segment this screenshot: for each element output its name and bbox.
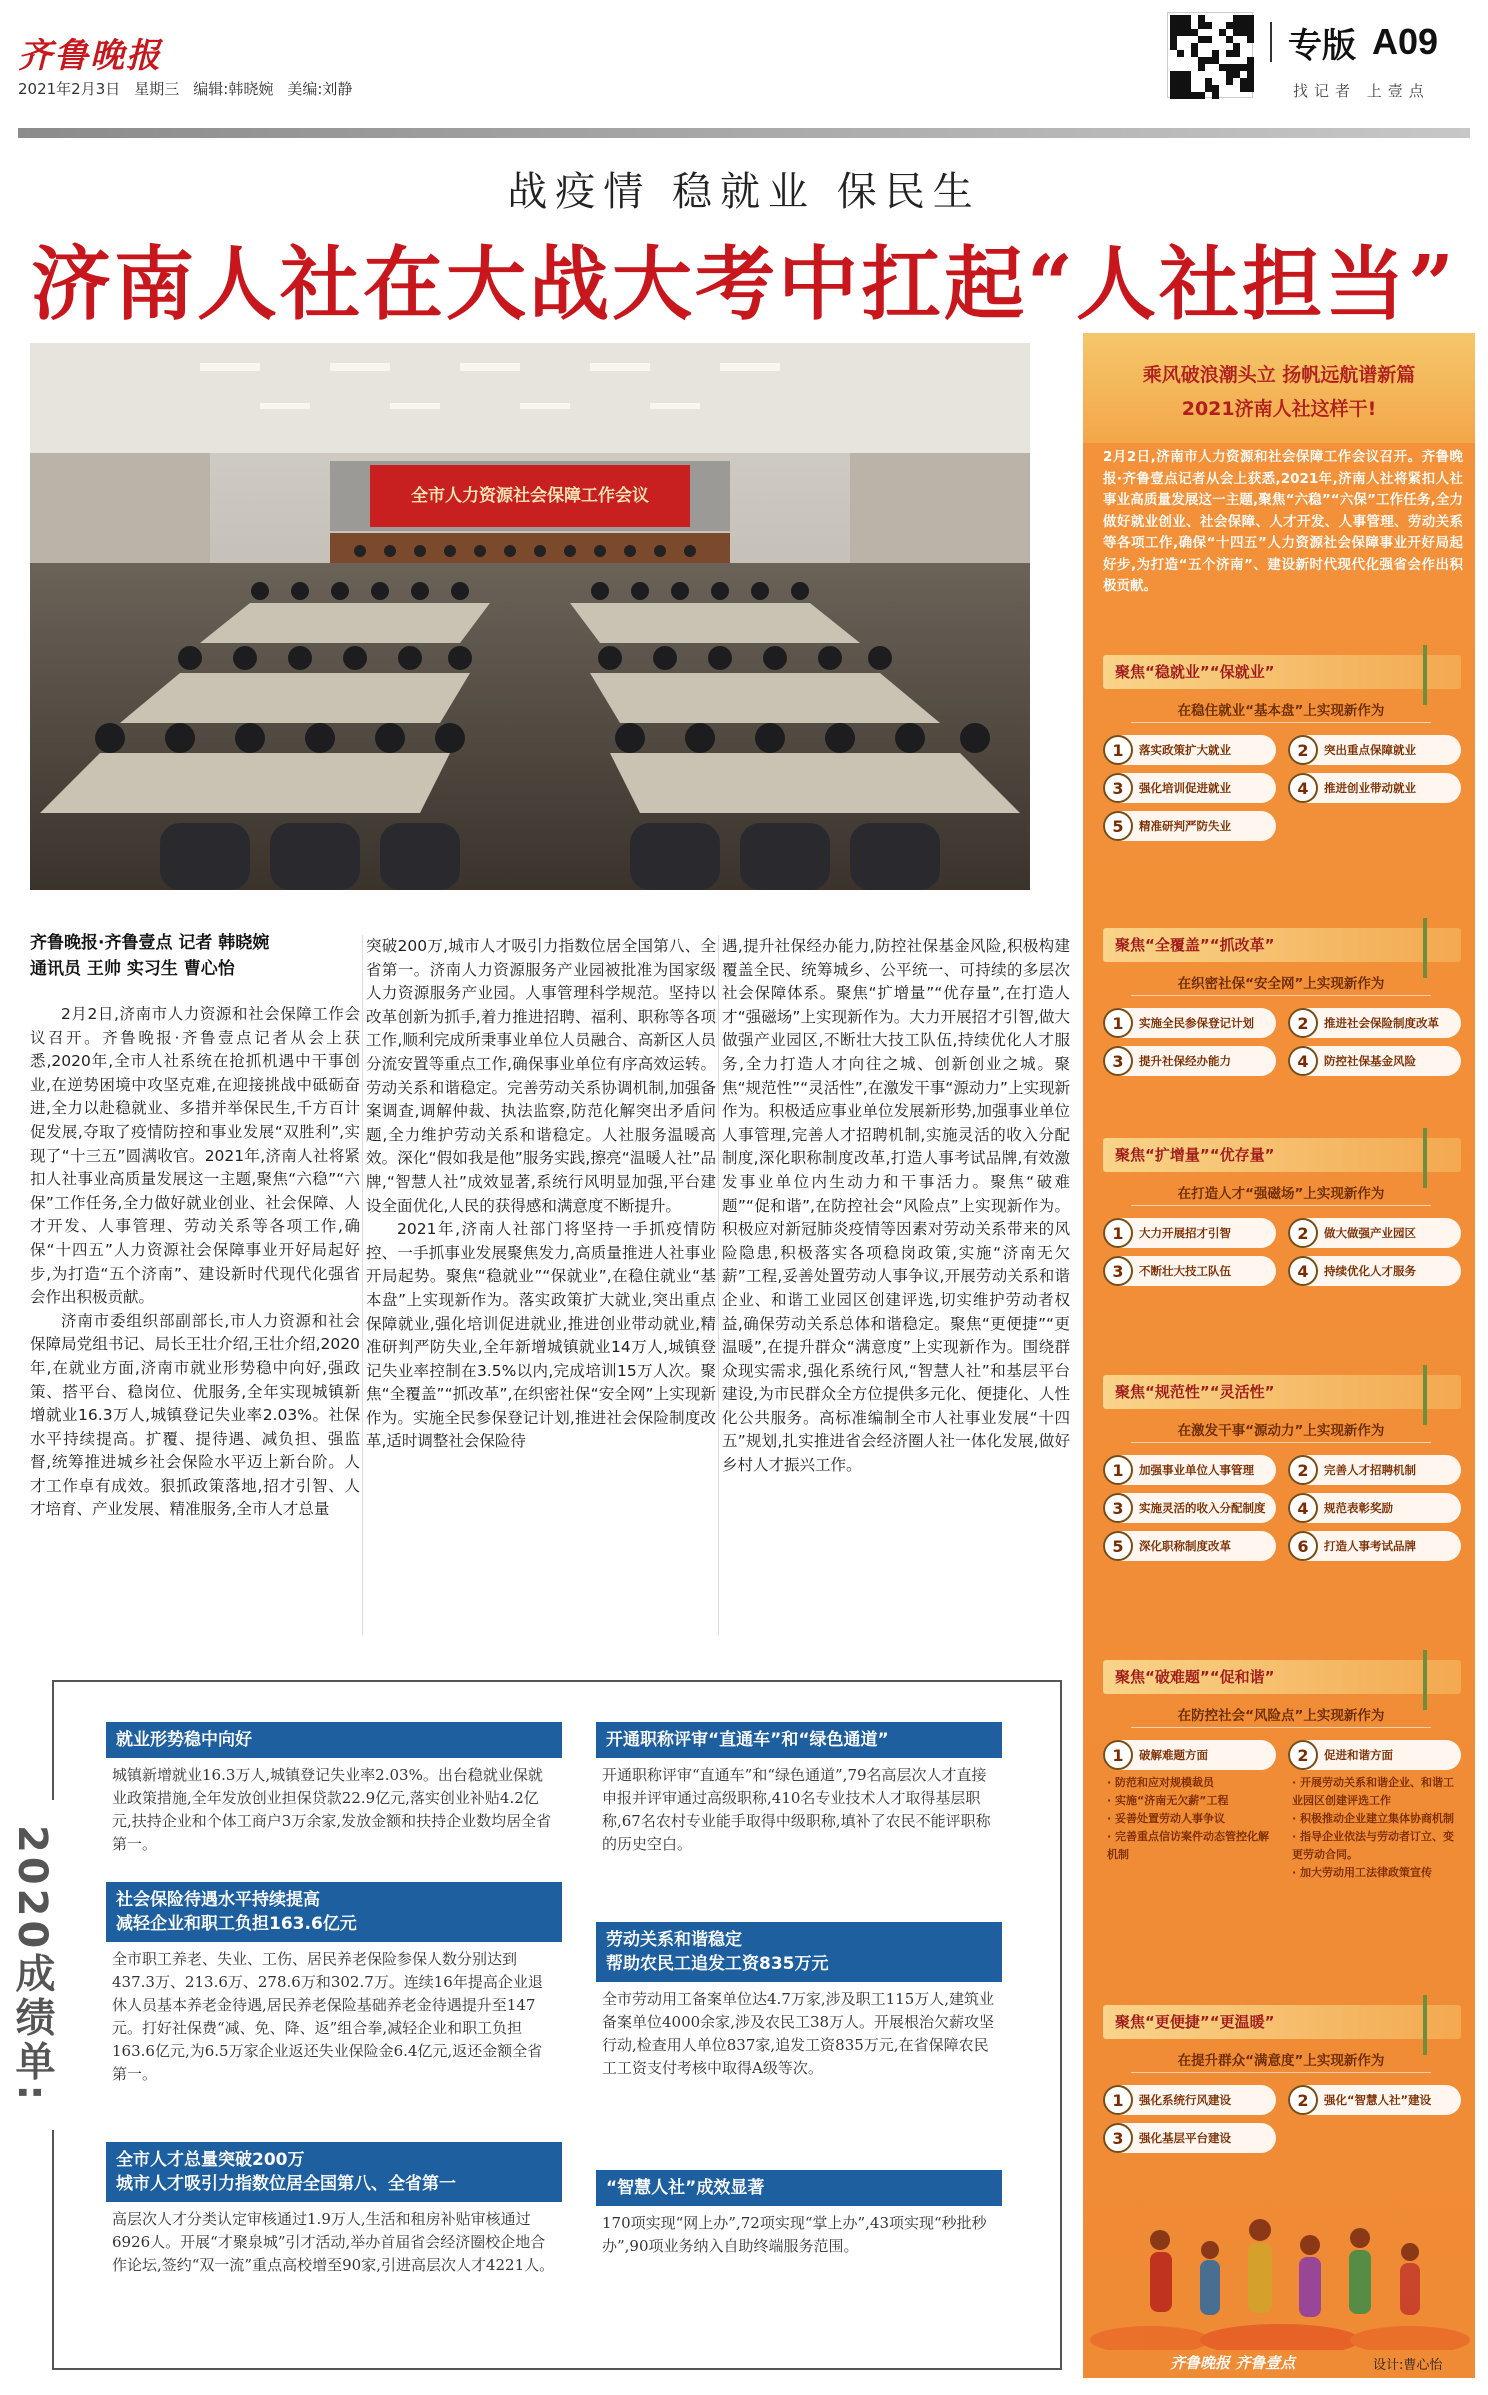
newspaper-logo: 齐鲁晚报 — [18, 36, 162, 76]
item-label: 实施全民参保登记计划 — [1139, 1016, 1254, 1030]
section-heading-text: 聚焦“全覆盖”“抓改革” — [1115, 936, 1275, 954]
achievement-item — [106, 1882, 562, 2086]
panel-section-services — [1103, 2005, 1461, 2153]
item-number: 3 — [1103, 1046, 1133, 1076]
item-label: 落实政策扩大就业 — [1139, 743, 1231, 757]
plan-item — [1103, 811, 1276, 841]
plan-item — [1103, 2123, 1276, 2153]
plan-item — [1288, 1531, 1461, 1561]
article-paragraph: 遇,提升社保经办能力,防控社保基金风险,积极构建覆盖全民、统筹城乡、公平统一、可持续的多层次社会保障体系。聚焦“扩增量”“优存量”,在打造人才“强磁场”上实现新作为。大力开展招才引智,做大做强产业园区,不断壮大技工队伍,持续优化人才服务,全力打造人才向往之城、创新创业之城。聚焦“规范性”“灵活性”,在激发干事“源动力”上实现新作为。积极适应事业单位发展新形势,加强事业单位人事管理,完善人才招聘机制,实施灵活的收入分配制度,深化职称制度改革,打造人事考试品牌,有效激发事业单位内生动力和干事活力。聚焦“破难题”“促和谐”,在防控社会“风险点”上实现新作为。积极应对新冠肺炎疫情等因素对劳动关系带来的风险隐患,积极落实各项稳岗政策,实施“济南无欠薪”工程,妥善处置劳动人事争议,开展劳动关系和谐企业、和谐工业园区创建评选,切实维护劳动者权益,确保劳动关系总体和谐稳定。聚焦“更便捷”“更温暖”,在提升群众“满意度”上实现新作为。围绕群众现实需求,强化系统行风,“智慧人社”和基层平台建设,为市民群众全方位提供多元化、便捷化、人性化公共服务。高标准编制全市人社事业发展“十四五”规划,扎实推进省会经济圈人社一体化发展,做好乡村人才振兴工作。 — [722, 937, 1070, 1475]
item-number: 1 — [1103, 1740, 1133, 1770]
item-label: 大力开展招才引智 — [1139, 1226, 1231, 1240]
plan-item — [1288, 1256, 1461, 1286]
section-label: 专版 — [1288, 25, 1356, 66]
page-tag — [1270, 21, 1439, 66]
achievements-caption: 2020成绩单: — [1, 1800, 61, 2130]
sublist-item: · 指导企业依法与劳动者订立、变更劳动合同。 — [1292, 1830, 1455, 1861]
plan-item — [1103, 773, 1276, 803]
item-number: 3 — [1103, 1256, 1133, 1286]
panel-intro: 2月2日,济南市人力资源和社会保障工作会议召开。齐鲁晚报·齐鲁壹点记者从会上获悉,2021年,济南人社将紧扣人社事业高质量发展这一主题,聚焦“六稳”“六保”工作任务,全力做好就业创业、社会保障、人才开发、人事管理、劳动关系等各项工作,确保“十四五”人力资源社会保障事业开好局起好步,为打造“五个济南”、建设新时代现代化强省会作出积极贡献。 — [1103, 449, 1463, 594]
plan-item — [1103, 1218, 1276, 1248]
item-label: 完善人才招聘机制 — [1324, 1463, 1416, 1477]
plan-item — [1103, 1008, 1276, 1038]
panel-title: 乘风破浪潮头立 扬帆远航谱新篇 — [1142, 364, 1416, 386]
section-heading-text: 聚焦“规范性”“灵活性” — [1115, 1383, 1275, 1401]
section-subheading: 在提升群众“满意度”上实现新作为 — [1131, 2049, 1431, 2073]
section-subheading: 在稳住就业“基本盘”上实现新作为 — [1131, 699, 1431, 723]
designer-credit: 美编:刘静 — [287, 80, 353, 98]
plan-item — [1103, 1256, 1276, 1286]
item-number: 4 — [1288, 773, 1318, 803]
sublist-item: · 实施“济南无欠薪”工程 — [1107, 1794, 1229, 1807]
section-heading-text: 聚焦“破难题”“促和谐” — [1115, 1668, 1275, 1686]
panel-section-personnel — [1103, 1375, 1461, 1561]
achievement-item — [596, 2170, 1002, 2258]
plan-item — [1103, 1531, 1276, 1561]
column-divider — [718, 935, 719, 1635]
panel-banner — [1083, 333, 1475, 443]
item-label: 促进和谐方面 — [1324, 1748, 1393, 1762]
plan-item — [1288, 735, 1461, 765]
item-label: 加强事业单位人事管理 — [1139, 1463, 1254, 1477]
item-label: 提升社保经办能力 — [1139, 1054, 1231, 1068]
plan-sublist — [1288, 1774, 1461, 1882]
plan-column — [1103, 1740, 1276, 1864]
item-label: 推进创业带动就业 — [1324, 781, 1416, 795]
section-heading — [1103, 1138, 1461, 1172]
article-paragraph: 2月2日,济南市人力资源和社会保障工作会议召开。齐鲁晚报·齐鲁壹点记者从会上获悉,2020年,全市人社系统在抢抓机遇中干事创业,在逆势困境中攻坚克难,在迎接挑战中砥砺奋进,全力以赴稳就业、多措并举保民生,千方百计促发展,夺取了疫情防控和事业发展“双胜利”,实现了“十三五”圆满收官。2021年,济南人社将紧扣人社事业高质量发展这一主题,聚焦“六稳”“六保”工作任务,全力做好就业创业、社会保障、人才开发、人事管理、劳动关系等各项工作,确保“十四五”人力资源社会保障事业开好局起好步,为打造“五个济南”、建设新时代现代化强省会作出积极贡献。 — [30, 1005, 360, 1307]
column-divider — [362, 935, 363, 1635]
section-subheading: 在织密社保“安全网”上实现新作为 — [1131, 972, 1431, 996]
achievement-body: 高层次人才分类认定审核通过1.9万人,生活和租房补贴审核通过6926人。开展“才聚泉城”引才活动,举办首届省会经济圈校企地合作论坛,签约“双一流”重点高校增至90家,引进高层次人才4221人。 — [112, 2210, 555, 2274]
section-heading — [1103, 928, 1461, 962]
plan-item — [1288, 1046, 1461, 1076]
item-number: 2 — [1288, 1218, 1318, 1248]
plan-item — [1103, 1740, 1276, 1770]
photo-banner-text: 全市人力资源社会保障工作会议 — [411, 486, 649, 506]
page-number: A09 — [1372, 21, 1439, 62]
article-column-2 — [366, 935, 716, 1454]
item-number: 1 — [1103, 1455, 1133, 1485]
plan-sublist — [1103, 1774, 1276, 1864]
article-paragraph: 2021年,济南人社部门将坚持一手抓疫情防控、一手抓事业发展聚焦发力,高质量推进人社事业开局起势。聚焦“稳就业”“保就业”,在稳住就业“基本盘”上实现新作为。落实政策扩大就业,突出重点保障就业,强化培训促进就业,推进创业带动就业,精准研判严防失业,全年新增城镇就业14万人,城镇登记失业率控制在3.5%以内,完成培训15万人次。聚焦“全覆盖”“抓改革”,在织密社保“安全网”上实现新作为。实施全民参保登记计划,推进社会保险制度改革,适时调整社会保险待 — [366, 1220, 716, 1451]
item-number: 1 — [1103, 1218, 1133, 1248]
item-number: 2 — [1288, 2085, 1318, 2115]
section-heading — [1103, 655, 1461, 689]
item-number: 4 — [1288, 1493, 1318, 1523]
section-heading-text: 聚焦“扩增量”“优存量” — [1115, 1146, 1275, 1164]
article-headline: 济南人社在大战大考中扛起“人社担当” — [30, 237, 1458, 331]
plan-item — [1288, 1740, 1461, 1770]
item-label: 破解难题方面 — [1139, 1748, 1208, 1762]
achievement-item — [596, 1722, 1002, 1856]
plan-item — [1288, 1008, 1461, 1038]
item-label: 规范表彰奖励 — [1324, 1501, 1393, 1515]
plan-item — [1288, 1218, 1461, 1248]
plan-item — [1103, 1455, 1276, 1485]
section-subheading: 在防控社会“风险点”上实现新作为 — [1131, 1704, 1431, 1728]
achievement-body: 全市职工养老、失业、工伤、居民养老保险参保人数分别达到437.3万、213.6万、278.6万和302.7万。连续16年提高企业退休人员基本养老金待遇,居民养老保险基础养老金待遇提升至147元。打好社保费“减、免、降、返”组合拳,减轻企业和职工负担163.6亿元,为6.5万家企业返还失业保险金6.4亿元,返还金额全省第一。 — [112, 1950, 543, 2083]
achievement-heading: 劳动关系和谐稳定 帮助农民工追发工资835万元 — [596, 1922, 1002, 1982]
item-number: 3 — [1103, 2123, 1133, 2153]
article-paragraph: 济南市委组织部副部长,市人力资源和社会保障局党组书记、局长王壮介绍,王壮介绍,2020年,在就业方面,济南市就业形势稳中向好,强政策、搭平台、稳岗位、优服务,全年实现城镇新增就业16.3万人,城镇登记失业率2.03%。社保水平持续提高。扩覆、提待遇、减负担、强监督,统筹推进城乡社会保险水平迈上新台阶。人才工作卓有成效。狠抓政策落地,招才引智、人才培育、产业发展、精准服务,全市人才总量 — [30, 1311, 360, 1519]
achievement-heading: 社会保险待遇水平持续提高 减轻企业和职工负担163.6亿元 — [106, 1882, 562, 1942]
achievement-heading: 开通职称评审“直通车”和“绿色通道” — [596, 1722, 1002, 1758]
sublist-item: · 开展劳动关系和谐企业、和谐工业园区创建评选工作 — [1292, 1776, 1455, 1807]
plan-item — [1103, 2085, 1276, 2115]
achievement-item — [106, 2142, 562, 2277]
sublist-item: · 妥善处置劳动人事争议 — [1107, 1812, 1226, 1825]
paint-roller-icon — [1423, 918, 1467, 978]
article-subhead: 战疫情 稳就业 保民生 — [507, 169, 981, 215]
issue-weekday: 星期三 — [134, 80, 180, 98]
panel-section-social-security — [1103, 928, 1461, 1076]
article-column-1 — [30, 1003, 360, 1522]
item-number: 2 — [1288, 1008, 1318, 1038]
sublist-item: · 积极推动企业建立集体协商机制 — [1292, 1812, 1455, 1825]
item-number: 1 — [1103, 2085, 1133, 2115]
section-heading — [1103, 2005, 1461, 2039]
item-label: 实施灵活的收入分配制度 — [1139, 1501, 1266, 1515]
achievement-body: 开通职称评审“直通车”和“绿色通道”,79名高层次人才直接申报并评审通过高级职称,410名专业技术人才取得基层职称,67名农村专业能手取得中级职称,填补了农民不能评职称的历史空白。 — [602, 1766, 991, 1853]
achievement-item — [596, 1922, 1002, 2080]
item-number: 2 — [1288, 735, 1318, 765]
item-number: 5 — [1103, 811, 1133, 841]
item-number: 1 — [1103, 735, 1133, 765]
article-paragraph: 突破200万,城市人才吸引力指数位居全国第八、全省第一。济南人力资源服务产业园被批准为国家级人力资源服务产业园。人事管理科学规范。坚持以改革创新为抓手,着力推进招聘、福利、职称等各项工作,顺利完成所秉事业单位人员融合、高新区人员分流安置等重点工作,确保事业单位有序高效运转。劳动关系和谐稳定。完善劳动关系协调机制,加强备案调查,调解仲裁、执法监察,防范化解突出矛盾问题,全力维护劳动关系和谐稳定。人社服务温暖高效。深化“假如我是他”服务实践,擦亮“温暖人社”品牌,“智慧人社”成效显著,系统行风明显加强,平台建设全面优化,人民的获得感和满意度不断提升。 — [366, 937, 716, 1215]
crowd-illustration — [1090, 2200, 1470, 2350]
item-number: 2 — [1288, 1740, 1318, 1770]
achievement-heading: 就业形势稳中向好 — [106, 1722, 562, 1758]
plan-item — [1103, 1046, 1276, 1076]
item-label: 推进社会保险制度改革 — [1324, 1016, 1439, 1030]
item-label: 强化“智慧人社”建设 — [1324, 2093, 1432, 2107]
plan-item — [1288, 1493, 1461, 1523]
achievement-body: 城镇新增就业16.3万人,城镇登记失业率2.03%。出台稳就业保就业政策措施,全年发放创业担保贷款22.9亿元,落实创业补贴4.2亿元,扶持企业和个体工商户3万余家,发放金额和扶持企业数均居全省第一。 — [112, 1766, 552, 1853]
item-number: 3 — [1103, 773, 1133, 803]
page-motto: 找记者 上壹点 — [1293, 82, 1430, 100]
paint-roller-icon — [1423, 1128, 1467, 1188]
item-label: 强化培训促进就业 — [1139, 781, 1231, 795]
item-number: 2 — [1288, 1455, 1318, 1485]
paint-roller-icon — [1423, 1995, 1467, 2055]
article-column-3 — [722, 935, 1070, 1478]
item-label: 突出重点保障就业 — [1324, 743, 1416, 757]
paint-roller-icon — [1423, 1650, 1467, 1710]
section-heading-text: 聚焦“更便捷”“更温暖” — [1115, 2013, 1275, 2031]
byline-correspondent: 通讯员 王帅 实习生 曹心怡 — [30, 959, 235, 979]
item-number: 1 — [1103, 1008, 1133, 1038]
item-label: 强化系统行风建设 — [1139, 2093, 1231, 2107]
item-label: 深化职称制度改革 — [1139, 1539, 1231, 1553]
plan-item — [1288, 1455, 1461, 1485]
achievement-item — [106, 1722, 562, 1856]
conference-photo — [30, 343, 1030, 890]
paint-roller-icon — [1423, 1365, 1467, 1425]
section-heading — [1103, 1660, 1461, 1694]
byline-reporter: 齐鲁晚报·齐鲁壹点 记者 韩晓婉 — [30, 933, 270, 953]
item-label: 持续优化人才服务 — [1324, 1264, 1416, 1278]
section-heading-text: 聚焦“稳就业”“保就业” — [1115, 663, 1275, 681]
plan-item — [1103, 735, 1276, 765]
item-number: 4 — [1288, 1046, 1318, 1076]
issue-date: 2021年2月3日 — [18, 80, 121, 98]
achievement-heading: 全市人才总量突破200万 城市人才吸引力指数位居全国第八、全省第一 — [106, 2142, 562, 2202]
paint-roller-icon — [1423, 645, 1467, 705]
panel-section-talent — [1103, 1138, 1461, 1286]
item-label: 做大做强产业园区 — [1324, 1226, 1416, 1240]
plan-item — [1103, 1493, 1276, 1523]
plan-item — [1288, 773, 1461, 803]
panel-section-labor-relations — [1103, 1660, 1461, 1882]
item-label: 强化基层平台建设 — [1139, 2131, 1231, 2145]
qr-code-icon[interactable] — [1167, 12, 1253, 98]
plan-item — [1288, 2085, 1461, 2115]
section-subheading: 在激发干事“源动力”上实现新作为 — [1131, 1419, 1431, 1443]
item-number: 5 — [1103, 1531, 1133, 1561]
design-credit: 设计:曹心怡 — [1373, 2358, 1443, 2373]
achievement-heading: “智慧人社”成效显著 — [596, 2170, 1002, 2206]
achievement-body: 170项实现“网上办”,72项实现“掌上办”,43项实现“秒批秒办”,90项业务纳入自助终端服务范围。 — [602, 2214, 987, 2255]
item-number: 6 — [1288, 1531, 1318, 1561]
item-number: 3 — [1103, 1493, 1133, 1523]
sublist-item: · 完善重点信访案件动态管控化解机制 — [1107, 1830, 1270, 1861]
achievement-body: 全市劳动用工备案单位达4.7万家,涉及职工115万人,建筑业备案单位4000余家,涉及农民工38万人。开展根治欠薪攻坚行动,检查用人单位837家,追发工资835万元,在省保障农民工工资支付考核中取得A级等次。 — [602, 1990, 995, 2077]
section-heading — [1103, 1375, 1461, 1409]
section-subheading: 在打造人才“强磁场”上实现新作为 — [1131, 1182, 1431, 1206]
dateline — [18, 78, 352, 99]
plan-column — [1288, 1740, 1461, 1882]
header-divider — [18, 128, 1470, 138]
item-label: 精准研判严防失业 — [1139, 819, 1231, 833]
item-number: 4 — [1288, 1256, 1318, 1286]
item-label: 防控社保基金风险 — [1324, 1054, 1416, 1068]
footer-logo: 齐鲁晚报 齐鲁壹点 — [1170, 2354, 1296, 2372]
item-label: 不断壮大技工队伍 — [1139, 1264, 1231, 1278]
panel-section-employment — [1103, 655, 1461, 841]
article-byline — [30, 930, 360, 982]
panel-subtitle: 2021济南人社这样干! — [1181, 398, 1377, 420]
item-label: 打造人事考试品牌 — [1324, 1539, 1416, 1553]
editor-credit: 编辑:韩晓婉 — [193, 80, 274, 98]
sublist-item: · 加大劳动用工法律政策宣传 — [1292, 1866, 1433, 1879]
sublist-item: · 防范和应对规模裁员 — [1107, 1776, 1215, 1789]
